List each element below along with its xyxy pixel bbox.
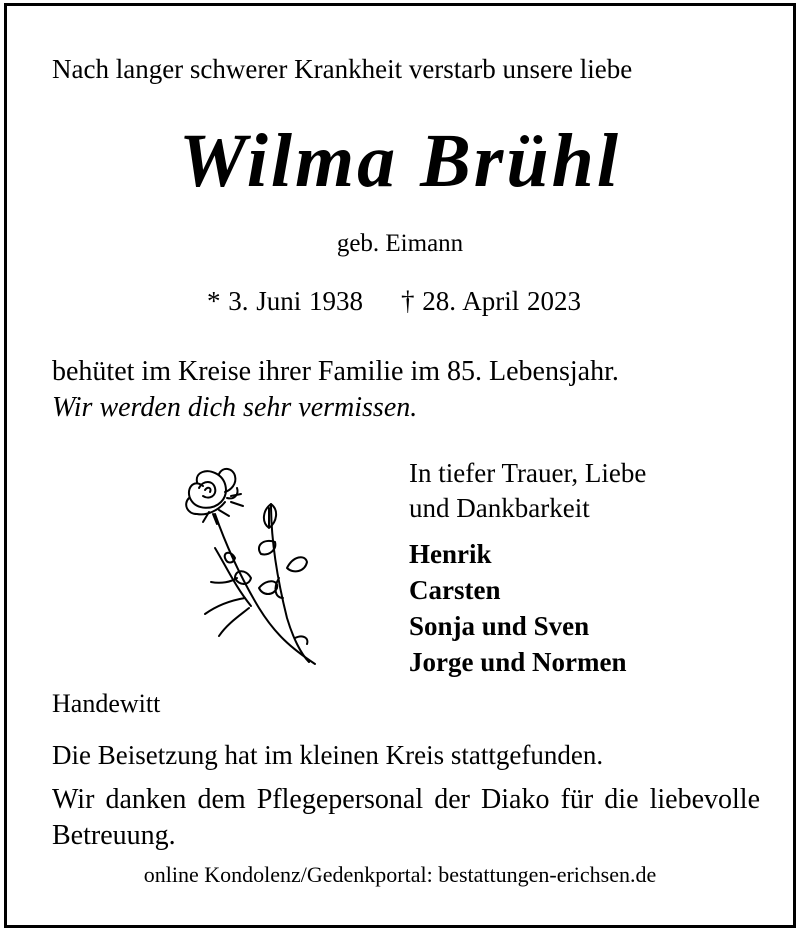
life-dates xyxy=(207,286,581,317)
family-member: Sonja und Sven xyxy=(409,611,590,641)
rose-icon xyxy=(175,458,325,668)
intro-text: Nach langer schwerer Krankheit verstarb unsere liebe xyxy=(52,54,633,84)
mourning-line-1: In tiefer Trauer, Liebe xyxy=(409,458,647,488)
obituary-notice xyxy=(4,3,796,928)
death-date: † 28. April 2023 xyxy=(401,286,582,316)
birth-date: * 3. Juni 1938 xyxy=(207,286,364,316)
place-name: Handewitt xyxy=(52,689,161,718)
family-line: behütet im Kreise ihrer Familie im 85. Lebensjahr. xyxy=(52,356,619,387)
birth-name: geb. Eimann xyxy=(336,230,464,257)
family-member: Jorge und Normen xyxy=(409,647,627,677)
family-member: Henrik xyxy=(409,539,492,569)
mourning-line-2: und Dankbarkeit xyxy=(409,493,590,523)
family-member: Carsten xyxy=(409,575,501,605)
farewell-line: Wir werden dich sehr vermissen. xyxy=(52,392,418,423)
condolence-portal: online Kondolenz/Gedenkportal: bestattungen-erichsen.de xyxy=(143,862,657,887)
deceased-name: Wilma Brühl xyxy=(178,119,622,203)
thanks-note: Wir danken dem Pflegepersonal der Diako für die liebevolle Betreuung. xyxy=(52,784,760,851)
burial-note: Die Beisetzung hat im kleinen Kreis stattgefunden. xyxy=(52,740,604,770)
